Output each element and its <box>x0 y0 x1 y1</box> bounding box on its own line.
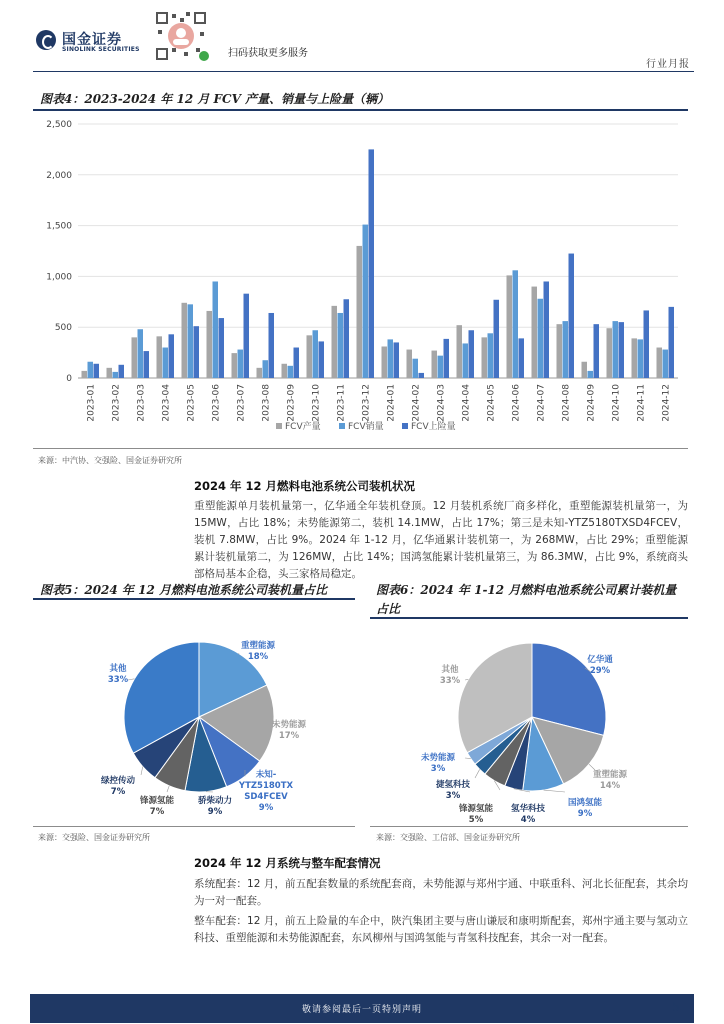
fig6-pie-chart <box>370 620 688 825</box>
y-tick-label: 1,000 <box>46 272 72 283</box>
pie-label: SD4FCEV <box>244 792 288 802</box>
x-tick-label: 2023-11 <box>336 384 347 422</box>
bar-FCV产量-2024-01 <box>382 347 388 378</box>
section1-title: 2024 年 12 月燃料电池系统公司装机状况 <box>194 479 416 493</box>
pie-leader-line <box>544 790 565 792</box>
bar-FCV上险量-2023-08 <box>269 313 275 378</box>
bar-FCV销量-2024-01 <box>388 339 394 378</box>
x-tick-label: 2023-09 <box>286 384 297 422</box>
x-tick-label: 2024-07 <box>536 384 547 422</box>
bar-FCV上险量-2024-06 <box>519 338 525 378</box>
pie-label: 锋源氢能 <box>139 796 175 806</box>
bar-FCV产量-2023-02 <box>107 368 113 378</box>
bar-FCV销量-2023-10 <box>313 330 319 378</box>
bar-FCV销量-2023-08 <box>263 360 269 378</box>
x-tick-label: 2023-05 <box>186 384 197 422</box>
pie-pct-label: 33% <box>107 675 129 685</box>
x-tick-label: 2023-03 <box>136 384 147 422</box>
figure5-title: 图表5：2024 年 12 月燃料电池系统公司装机量占比 <box>40 583 327 597</box>
bar-FCV销量-2023-12 <box>363 225 369 378</box>
bar-FCV销量-2023-07 <box>238 350 244 378</box>
legend-swatch <box>402 423 408 429</box>
section1-body <box>194 498 688 586</box>
pie-pct-label: 5% <box>468 815 484 825</box>
pie-label: 骄柴动力 <box>197 796 233 806</box>
pie-label: 重塑能源 <box>592 770 628 780</box>
pie-pct-label: 29% <box>589 666 611 676</box>
pie-pct-label: 14% <box>599 781 621 791</box>
pie-label: 国鸿氢能 <box>567 798 603 808</box>
footer-bar <box>30 994 694 1023</box>
y-tick-label: 0 <box>66 374 72 384</box>
pie-label: YTZ5180TX <box>238 781 294 791</box>
pie-label: 未知- <box>255 770 277 780</box>
section2-paragraph-1: 系统配套：12 月，前五配套数量的系统配套商，未势能源与郑州宇通、中联重科、河北长征配套，其余均为一对一配套。 <box>194 878 688 907</box>
bar-FCV上险量-2023-04 <box>169 334 175 378</box>
x-tick-label: 2023-06 <box>211 384 222 422</box>
pie-label: 绿控传动 <box>100 776 136 786</box>
figure4-title: 图表4：2023-2024 年 12 月 FCV 产量、销量与上险量（辆） <box>40 92 390 106</box>
pie-pct-label: 33% <box>439 676 461 686</box>
y-tick-label: 2,000 <box>46 170 72 181</box>
bar-FCV产量-2024-05 <box>482 337 488 378</box>
bar-FCV上险量-2023-09 <box>294 348 300 378</box>
bar-FCV产量-2023-01 <box>82 371 88 378</box>
bar-FCV销量-2023-03 <box>138 329 144 378</box>
bar-FCV产量-2023-03 <box>132 337 138 378</box>
footer-disclaimer[interactable]: 敬请参阅最后一页特别声明 <box>301 1005 422 1015</box>
pie-pct-label: 3% <box>445 791 461 801</box>
section2-paragraph-2: 整车配套：12 月，前五上险量的车企中，陕汽集团主要与唐山谦辰和康明斯配套，郑州宇通主要与氢动立科技、重塑能源和未势能源配套，东风柳州与国鸿氢能与青氢科技配套，其余一对一配套。 <box>194 915 688 944</box>
pie-pct-label: 7% <box>149 807 165 817</box>
x-tick-label: 2024-03 <box>436 384 447 422</box>
figure6-source: 来源：交强险、工信部、国金证券研究所 <box>376 833 520 842</box>
bar-FCV销量-2024-06 <box>513 270 519 378</box>
bar-FCV产量-2024-07 <box>532 287 538 378</box>
bar-FCV上险量-2024-07 <box>544 281 550 378</box>
pie-label: 未势能源 <box>420 753 456 763</box>
x-tick-label: 2023-12 <box>361 384 372 422</box>
bar-FCV产量-2024-12 <box>657 348 663 378</box>
pie-pct-label: 9% <box>207 807 223 817</box>
pie-label: 亿华通 <box>587 655 613 665</box>
pie-pct-label: 9% <box>577 809 593 819</box>
pie-pct-label: 9% <box>258 803 274 813</box>
figure4-title-rule <box>33 109 688 111</box>
report-type: 行业月报 <box>646 59 690 70</box>
bar-FCV上险量-2023-03 <box>144 351 150 378</box>
bar-FCV销量-2023-02 <box>113 372 119 378</box>
bar-FCV产量-2024-03 <box>432 351 438 378</box>
figure4-bottom-rule <box>33 448 688 449</box>
bar-FCV产量-2023-12 <box>357 246 363 378</box>
pie-label: 其他 <box>109 664 127 674</box>
brand-name-en: SINOLINK SECURITIES <box>62 46 140 53</box>
bar-FCV产量-2023-06 <box>207 311 213 378</box>
pie-pct-label: 3% <box>430 764 446 774</box>
x-tick-label: 2024-01 <box>386 384 397 422</box>
figure6-title-rule <box>370 617 688 619</box>
fig5-pie-chart <box>33 620 355 825</box>
figure6-title: 图表6：2024 年 1-12 月燃料电池系统公司累计装机量占比 <box>376 583 677 616</box>
pie-label: 捷氢科技 <box>435 780 471 790</box>
pie-pct-label: 17% <box>278 731 300 741</box>
bar-FCV销量-2023-06 <box>213 281 219 378</box>
pie-leader-line <box>141 767 143 775</box>
y-tick-label: 2,500 <box>46 120 72 130</box>
bar-FCV上险量-2023-01 <box>94 364 100 378</box>
bar-FCV销量-2023-04 <box>163 348 169 378</box>
bar-FCV产量-2024-11 <box>632 338 638 378</box>
y-tick-label: 1,500 <box>46 221 72 232</box>
qr-code-icon[interactable] <box>150 8 212 64</box>
pie-pct-label: 18% <box>247 652 269 662</box>
section2-title: 2024 年 12 月系统与整车配套情况 <box>194 856 381 870</box>
bar-FCV上险量-2023-12 <box>369 149 375 378</box>
bar-FCV产量-2024-10 <box>607 328 613 378</box>
pie-pct-label: 4% <box>520 815 536 825</box>
x-tick-label: 2024-08 <box>561 384 572 422</box>
x-tick-label: 2023-07 <box>236 384 247 422</box>
brand-name-cn: 国金证券 <box>62 32 122 48</box>
bar-FCV上险量-2024-09 <box>594 324 600 378</box>
pie-leader-line <box>475 769 480 778</box>
bar-FCV销量-2024-09 <box>588 371 594 378</box>
header-divider <box>33 71 694 72</box>
bar-FCV销量-2024-10 <box>613 321 619 378</box>
bar-FCV销量-2024-12 <box>663 350 669 378</box>
bar-FCV销量-2023-09 <box>288 366 294 378</box>
bar-FCV上险量-2024-05 <box>494 300 500 378</box>
bar-FCV上险量-2023-10 <box>319 341 325 378</box>
fcv-bar-chart <box>33 112 688 444</box>
bar-FCV销量-2024-11 <box>638 339 644 378</box>
bar-FCV上险量-2023-11 <box>344 299 350 378</box>
x-tick-label: 2024-05 <box>486 384 497 422</box>
bar-FCV上险量-2024-03 <box>444 339 450 378</box>
bar-FCV上险量-2024-12 <box>669 307 675 378</box>
legend-swatch <box>339 423 345 429</box>
figure4-source: 来源：中汽协、交强险、国金证券研究所 <box>38 456 182 465</box>
section2-body <box>194 876 688 950</box>
bar-FCV上险量-2024-01 <box>394 342 400 378</box>
bar-FCV上险量-2023-02 <box>119 365 125 378</box>
x-tick-label: 2024-06 <box>511 384 522 422</box>
qr-caption: 扫码获取更多服务 <box>228 48 308 59</box>
legend-label: FCV销量 <box>348 422 384 432</box>
x-tick-label: 2024-04 <box>461 384 472 422</box>
bar-FCV产量-2023-05 <box>182 303 188 378</box>
x-tick-label: 2024-10 <box>611 384 622 422</box>
bar-FCV产量-2024-09 <box>582 362 588 378</box>
bar-FCV产量-2023-07 <box>232 353 238 378</box>
section1-paragraph: 重塑能源单月装机量第一，亿华通全年装机登顶。12 月装机系统厂商多样化，重塑能源装机量第一，为 15MW，占比 18%；未势能源第二，装机 14.1MW，占比 17%；第三是未知-YTZ5180TXSD4FCEV，装机 7.8MW，占比 9%。2024 年 1-12 月，亿华通累计装机第一，为 268MW，占比 29%；重塑能源累计装机量第二，为 126MW，占比 14%；国鸿氢能累计装机量第三，为 86.3MW，占比 9%，系统商头部格局基本企稳，头三家格局稳定。 <box>194 500 688 580</box>
pie-leader-line <box>167 786 169 792</box>
pie-label: 重塑能源 <box>240 641 276 651</box>
bar-FCV产量-2023-11 <box>332 306 338 378</box>
bar-FCV上险量-2024-02 <box>419 373 425 378</box>
figure6-bottom-rule <box>370 826 688 827</box>
bar-FCV上险量-2024-11 <box>644 310 650 378</box>
figure5-bottom-rule <box>33 826 355 827</box>
x-tick-label: 2024-11 <box>636 384 647 422</box>
bar-FCV产量-2024-06 <box>507 275 513 378</box>
bar-FCV产量-2024-04 <box>457 325 463 378</box>
page-number: 5 <box>672 1000 680 1014</box>
bar-FCV产量-2024-02 <box>407 350 413 378</box>
pie-pct-label: 7% <box>110 787 126 797</box>
bar-FCV产量-2023-04 <box>157 336 163 378</box>
x-tick-label: 2024-12 <box>661 384 672 422</box>
bar-FCV销量-2023-01 <box>88 362 94 378</box>
legend-swatch <box>276 423 282 429</box>
bar-FCV产量-2023-09 <box>282 364 288 378</box>
pie-label: 锋源氢能 <box>458 804 494 814</box>
bar-FCV销量-2023-05 <box>188 304 194 378</box>
pie-label: 其他 <box>441 665 459 675</box>
bar-FCV销量-2024-08 <box>563 321 569 378</box>
figure5-title-rule <box>33 598 355 600</box>
x-tick-label: 2023-02 <box>111 384 122 422</box>
bar-FCV产量-2024-08 <box>557 324 563 378</box>
bar-FCV销量-2024-03 <box>438 356 444 378</box>
y-tick-label: 500 <box>54 323 72 334</box>
x-tick-label: 2023-01 <box>86 384 97 422</box>
legend-label: FCV产量 <box>285 422 321 432</box>
brand-logo-icon <box>36 30 56 50</box>
bar-FCV销量-2024-07 <box>538 299 544 378</box>
bar-FCV销量-2024-04 <box>463 343 469 378</box>
bar-FCV上险量-2023-07 <box>244 294 250 378</box>
x-tick-label: 2024-02 <box>411 384 422 422</box>
bar-FCV产量-2023-10 <box>307 335 313 378</box>
bar-FCV销量-2023-11 <box>338 313 344 378</box>
bar-FCV上险量-2024-08 <box>569 254 575 378</box>
bar-FCV上险量-2024-10 <box>619 322 625 378</box>
pie-label: 氢华科技 <box>510 804 546 814</box>
x-tick-label: 2024-09 <box>586 384 597 422</box>
bar-FCV上险量-2023-05 <box>194 326 200 378</box>
x-tick-label: 2023-04 <box>161 384 172 422</box>
legend-label: FCV上险量 <box>411 422 456 432</box>
bar-FCV上险量-2023-06 <box>219 318 225 378</box>
bar-FCV销量-2024-05 <box>488 333 494 378</box>
pie-label: 未势能源 <box>271 720 307 730</box>
bar-FCV产量-2023-08 <box>257 368 263 378</box>
x-tick-label: 2023-10 <box>311 384 322 422</box>
bar-FCV销量-2024-02 <box>413 359 419 378</box>
x-tick-label: 2023-08 <box>261 384 272 422</box>
bar-FCV上险量-2024-04 <box>469 330 475 378</box>
figure5-source: 来源：交强险、国金证券研究所 <box>38 833 150 842</box>
